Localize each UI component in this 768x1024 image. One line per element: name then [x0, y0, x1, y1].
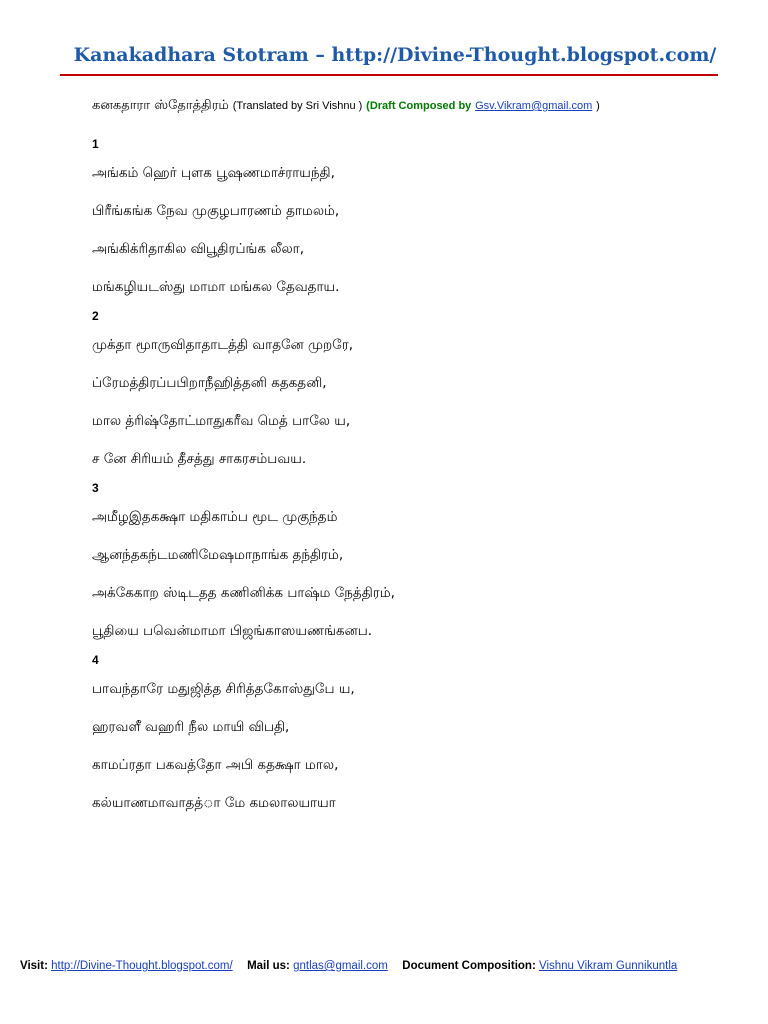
footer-mail-label: Mail us: [247, 960, 290, 972]
verse-line: அங்கிக்ரிதாகில விபூதிரப்ங்க லீலா, [92, 241, 305, 257]
page-header [60, 44, 730, 66]
verse-line: மங்கழியடஸ்து மாமா மங்கல தேவதாய. [92, 279, 340, 295]
draft-credit: (Draft Composed by [366, 100, 472, 112]
draft-close-paren: ) [596, 100, 600, 112]
verse-line: பிரீங்கங்க நேவ முகுழபாரணம் தாமலம், [92, 203, 340, 219]
verse-line: முக்தா மூாருவிதாதாடத்தி வாதனே முறரே, [92, 337, 353, 353]
footer-mail-link[interactable]: gntlas@gmail.com [293, 960, 388, 972]
header-divider [60, 74, 718, 76]
tamil-title: கனகதாரா ஸ்தோத்திரம் [92, 98, 229, 113]
verse-block [92, 134, 732, 306]
page-title: Kanakadhara Stotram – http://Divine-Thought.blogspot.com/ [73, 44, 717, 66]
verse-block [92, 650, 732, 822]
verse-line: பூதியை பவென்மாமா பிஜங்காஸயணங்கனப. [92, 623, 373, 639]
verse-number: 1 [92, 137, 99, 151]
verse-line: பாவந்தாரே மதுஜித்த சிரித்தகோஸ்துபே ய, [92, 681, 355, 697]
verse-number: 4 [92, 653, 99, 667]
verse-number: 2 [92, 309, 99, 323]
footer-visit-label: Visit: [20, 960, 48, 972]
verse-line: ப்ரேமத்திரப்பபிறாநீஹித்தனி கதகதனி, [92, 375, 327, 391]
verse-block [92, 478, 732, 650]
verse-line: கல்யாணமாவாதத்ா மே கமலாலயாயா [92, 795, 336, 811]
verse-block [92, 306, 732, 478]
translator-credit: (Translated by Sri Vishnu ) [232, 100, 363, 112]
verse-number: 3 [92, 481, 99, 495]
draft-email-link[interactable]: Gsv.Vikram@gmail.com [475, 100, 593, 112]
verse-line: மால த்ரிஷ்தோட்மாதுகரீவ மெத் பாலே ய, [92, 413, 351, 429]
document-subtitle [92, 98, 600, 114]
verse-line: அமீழஇதகக்ஷா மதிகாம்ப மூட முகுந்தம் [92, 509, 338, 525]
verse-line: ஹரவளீ வஹரி நீல மாயி விபதி, [92, 719, 290, 735]
verse-line: ச னே சிரியம் தீசத்து சாகரசம்பவய. [92, 451, 307, 467]
footer-composition-label: Document Composition: [402, 960, 536, 972]
page-footer [20, 960, 750, 972]
verse-line: அக்கேகாற ஸ்டிடதத கணினிக்க பாஷ்ம நேத்திரம், [92, 585, 395, 601]
verse-line: அங்கம் ஹெர் புளக பூஷணமாச்ராயந்தி, [92, 165, 335, 181]
verses-container [92, 134, 732, 822]
verse-line: காமப்ரதா பகவத்தோ அபி கதக்ஷா மால, [92, 757, 339, 773]
footer-composition-link[interactable]: Vishnu Vikram Gunnikuntla [539, 960, 678, 972]
verse-line: ஆனந்தகந்டமணிமேஷமாநாங்க தந்திரம், [92, 547, 344, 563]
footer-blog-link[interactable]: http://Divine-Thought.blogspot.com/ [51, 960, 233, 972]
